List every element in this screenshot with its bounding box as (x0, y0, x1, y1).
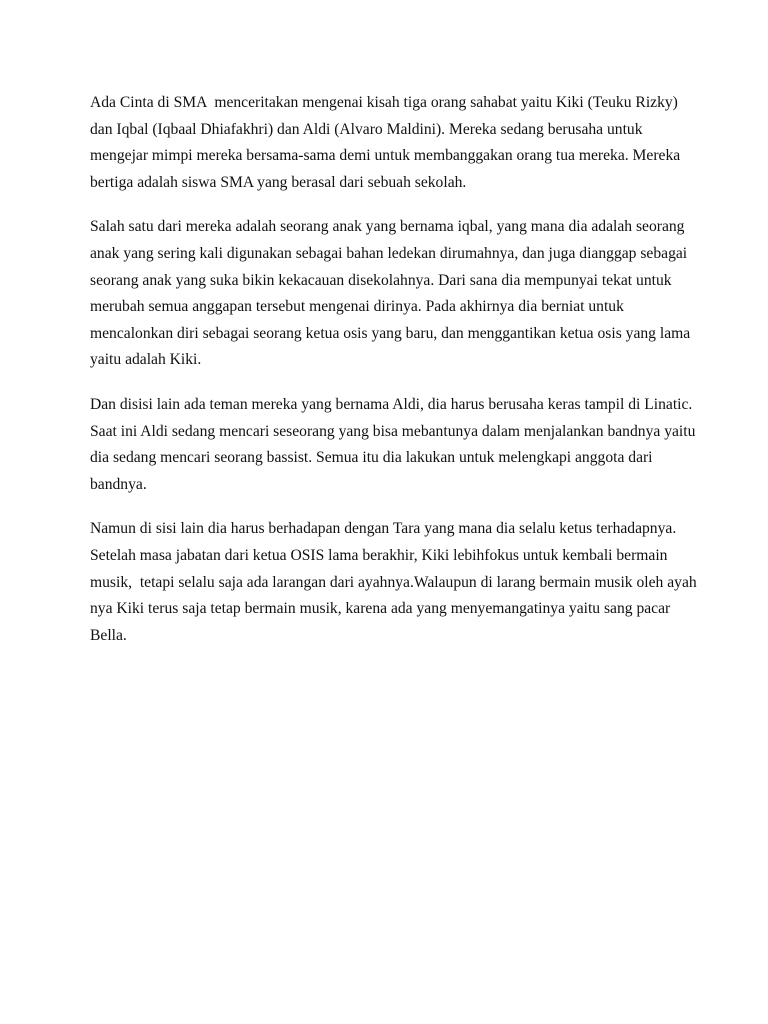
paragraph-line: Bella. (90, 626, 127, 644)
paragraph-line: nya Kiki terus saja tetap bermain musik, karena ada yang menyemangatinya yaitu sang pacar (90, 600, 671, 618)
paragraph-3 (90, 392, 696, 498)
paragraph-2 (90, 214, 690, 374)
paragraph-line: dia sedang mencari seorang bassist. Semua itu dia lakukan untuk melengkapi anggota dari (90, 449, 653, 467)
paragraph-line: bertiga adalah siswa SMA yang berasal dari sebuah sekolah. (90, 173, 467, 191)
paragraph-line: Dan disisi lain ada teman mereka yang bernama Aldi, dia harus berusaha keras tampil di Linatic. (90, 395, 693, 413)
paragraph-line: Ada Cinta di SMA menceritakan mengenai kisah tiga orang sahabat yaitu Kiki (Teuku Rizky) (90, 94, 678, 111)
paragraph-line: dan Iqbal (Iqbaal Dhiafakhri) dan Aldi (Alvaro Maldini). Mereka sedang berusaha untuk (90, 120, 643, 138)
paragraph-line: Namun di sisi lain dia harus berhadapan dengan Tara yang mana dia selalu ketus terhadapnya. (90, 520, 677, 538)
paragraph-line: mengejar mimpi mereka bersama-sama demi untuk membanggakan orang tua mereka. Mereka (90, 147, 681, 165)
paragraph-line: bandnya. (90, 475, 147, 493)
paragraph-line: Setelah masa jabatan dari ketua OSIS lama berakhir, Kiki lebihfokus untuk kembali bermain (90, 546, 668, 564)
paragraph-line: Saat ini Aldi sedang mencari seseorang yang bisa mebantunya dalam menjalankan bandnya yaitu (90, 422, 696, 440)
paragraph-line: yaitu adalah Kiki. (90, 351, 202, 369)
paragraph-line: merubah semua anggapan tersebut mengenai dirinya. Pada akhirnya dia berniat untuk (90, 298, 624, 316)
paragraph-line: seorang anak yang suka bikin kekacauan disekolahnya. Dari sana dia mempunyai tekat untuk (90, 271, 672, 289)
paragraph-line: anak yang sering kali digunakan sebagai bahan ledekan dirumahnya, dan juga dianggap sebagai (90, 244, 688, 262)
paragraph-line: musik, tetapi selalu saja ada larangan dari ayahnya.Walaupun di larang bermain musik oleh ayah (90, 573, 697, 591)
document-body (90, 90, 697, 667)
paragraph-4 (90, 516, 697, 649)
paragraph-line: Salah satu dari mereka adalah seorang anak yang bernama iqbal, yang mana dia adalah seorang (90, 218, 685, 236)
paragraph-1 (90, 90, 690, 196)
paragraph-line: mencalonkan diri sebagai seorang ketua osis yang baru, dan menggantikan ketua osis yang lama (90, 324, 691, 342)
